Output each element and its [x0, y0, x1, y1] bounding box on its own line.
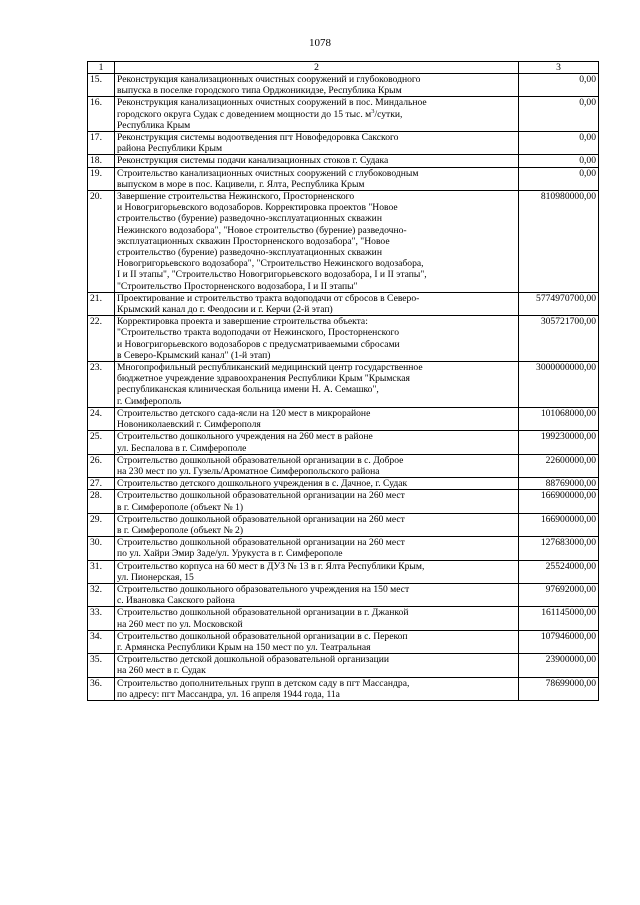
row-amount: 127683000,00 [519, 537, 599, 560]
row-number: 36. [88, 677, 115, 700]
budget-table [87, 61, 599, 701]
row-number: 22. [88, 316, 115, 362]
table-row [88, 490, 599, 513]
row-amount: 88769000,00 [519, 478, 599, 490]
row-number: 24. [88, 407, 115, 430]
row-amount: 0,00 [519, 74, 599, 97]
row-number: 30. [88, 537, 115, 560]
row-object-name: Корректировка проекта и завершение строительства объекта: "Строительство тракта водоподачи от Нежинского, Просторненского и Новогригорьевского водозаборов с предусматриваемыми сбросами в Северо-Крымский канал" (1-й этап) [115, 316, 519, 362]
table-row [88, 583, 599, 606]
row-amount: 5774970700,00 [519, 292, 599, 315]
row-number: 21. [88, 292, 115, 315]
table-row [88, 362, 599, 408]
row-number: 34. [88, 630, 115, 653]
table-row [88, 654, 599, 677]
row-object-name: Строительство корпуса на 60 мест в ДУЗ № 13 в г. Ялта Республики Крым, ул. Пионерская, 15 [115, 560, 519, 583]
row-number: 31. [88, 560, 115, 583]
table-row [88, 560, 599, 583]
row-number: 29. [88, 513, 115, 536]
row-amount: 0,00 [519, 97, 599, 132]
table-header-row [88, 62, 599, 74]
table-row [88, 454, 599, 477]
row-amount: 305721700,00 [519, 316, 599, 362]
table-row [88, 431, 599, 454]
row-object-name: Реконструкция канализационных очистных сооружений и глубоководного выпуска в поселке городского типа Орджоникидзе, Республика Крым [115, 74, 519, 97]
row-amount: 161145000,00 [519, 607, 599, 630]
row-number: 20. [88, 191, 115, 293]
row-object-name: Строительство детской дошкольной образовательной организации на 260 мест в г. Судак [115, 654, 519, 677]
row-amount: 23900000,00 [519, 654, 599, 677]
row-object-name: Строительство детского сада-ясли на 120 мест в микрорайоне Новониколаевский г. Симферополя [115, 407, 519, 430]
row-object-name: Многопрофильный республиканский медицинский центр государственное бюджетное учреждение здравоохранения Республики Крым "Крымская республиканская клиническая больница имени Н. А. Семашко", г. Симферополь [115, 362, 519, 408]
row-amount: 78699000,00 [519, 677, 599, 700]
row-object-name: Строительство дошкольной образовательной организации в с. Доброе на 230 мест по ул. Гузель/Ароматное Симферопольского района [115, 454, 519, 477]
row-number: 28. [88, 490, 115, 513]
page-number: 1078 [309, 37, 331, 49]
row-amount: 25524000,00 [519, 560, 599, 583]
row-number: 35. [88, 654, 115, 677]
table-row [88, 74, 599, 97]
column-header-number: 1 [88, 62, 115, 74]
row-object-name: Реконструкция канализационных очистных сооружений в пос. Миндальное городского округа Судак с доведением мощности до 15 тыс. $м^3$/сутки, Республика Крым [115, 97, 519, 132]
row-amount: 166900000,00 [519, 513, 599, 536]
row-object-name: Строительство дошкольного учреждения на 260 мест в районе ул. Беспалова в г. Симферополе [115, 431, 519, 454]
row-number: 25. [88, 431, 115, 454]
table-row [88, 478, 599, 490]
row-object-name: Строительство детского дошкольного учреждения в с. Дачное, г. Судак [115, 478, 519, 490]
row-object-name: Завершение строительства Нежинского, Просторненского и Новогригорьевского водозаборов. Корректировка проектов "Новое строительство (бурение) разведочно-эксплуатационных скважин Нежинского водозабора", "Новое строительство (бурение) разведочно- эксплуатационных скважин Просторненского водозабора", "Новое строительство (бурение) разведочно-эксплуатационных скважин Новогригорьевского водозабора", "Строительство Нежинского водозабора, I и II этапы", "Строительство Новогригорьевского водозабора, I и II этапы", "Строительство Просторненского водозабора, I и II этапы" [115, 191, 519, 293]
row-object-name: Строительство дополнительных групп в детском саду в пгт Массандра, по адресу: пгт Массандра, ул. 16 апреля 1944 года, 11а [115, 677, 519, 700]
row-number: 17. [88, 132, 115, 155]
row-object-name: Строительство дошкольного образовательного учреждения на 150 мест с. Ивановка Сакского района [115, 583, 519, 606]
row-amount: 107946000,00 [519, 630, 599, 653]
row-number: 19. [88, 167, 115, 190]
row-object-name: Реконструкция системы водоотведения пгт Новофедоровка Сакского района Республики Крым [115, 132, 519, 155]
row-amount: 810980000,00 [519, 191, 599, 293]
row-amount: 101068000,00 [519, 407, 599, 430]
row-object-name: Строительство канализационных очистных сооружений с глубоководным выпуском в море в пос. Кацивели, г. Ялта, Республика Крым [115, 167, 519, 190]
row-number: 33. [88, 607, 115, 630]
table-row [88, 630, 599, 653]
table-row [88, 607, 599, 630]
row-number: 27. [88, 478, 115, 490]
row-number: 26. [88, 454, 115, 477]
table-row [88, 155, 599, 167]
row-amount: 0,00 [519, 132, 599, 155]
row-number: 23. [88, 362, 115, 408]
row-object-name: Строительство дошкольной образовательной организации на 260 мест по ул. Хайри Эмир Заде/ул. Урукуста в г. Симферополе [115, 537, 519, 560]
row-amount: 97692000,00 [519, 583, 599, 606]
table-row [88, 292, 599, 315]
row-amount: 3000000000,00 [519, 362, 599, 408]
table-row [88, 513, 599, 536]
row-object-name: Проектирование и строительство тракта водоподачи от сбросов в Северо- Крымский канал до г. Феодосии и г. Керчи (2-й этап) [115, 292, 519, 315]
row-amount: 199230000,00 [519, 431, 599, 454]
row-amount: 166900000,00 [519, 490, 599, 513]
row-amount: 0,00 [519, 155, 599, 167]
row-amount: 0,00 [519, 167, 599, 190]
table-row [88, 132, 599, 155]
table-row [88, 537, 599, 560]
column-header-object: 2 [115, 62, 519, 74]
table-row [88, 677, 599, 700]
row-object-name: Реконструкция системы подачи канализационных стоков г. Судака [115, 155, 519, 167]
row-number: 16. [88, 97, 115, 132]
table-row [88, 167, 599, 190]
table-row [88, 316, 599, 362]
row-object-name: Строительство дошкольной образовательной организации на 260 мест в г. Симферополе (объект № 1) [115, 490, 519, 513]
row-object-name: Строительство дошкольной образовательной организации в с. Перекоп г. Армянска Республики Крым на 150 мест по ул. Театральная [115, 630, 519, 653]
row-number: 32. [88, 583, 115, 606]
table-row [88, 407, 599, 430]
row-object-name: Строительство дошкольной образовательной организации на 260 мест в г. Симферополе (объект № 2) [115, 513, 519, 536]
table-row [88, 97, 599, 132]
row-amount: 22600000,00 [519, 454, 599, 477]
row-number: 18. [88, 155, 115, 167]
table-row [88, 191, 599, 293]
row-number: 15. [88, 74, 115, 97]
row-object-name: Строительство дошкольной образовательной организации в г. Джанкой на 260 мест по ул. Московской [115, 607, 519, 630]
column-header-amount: 3 [519, 62, 599, 74]
